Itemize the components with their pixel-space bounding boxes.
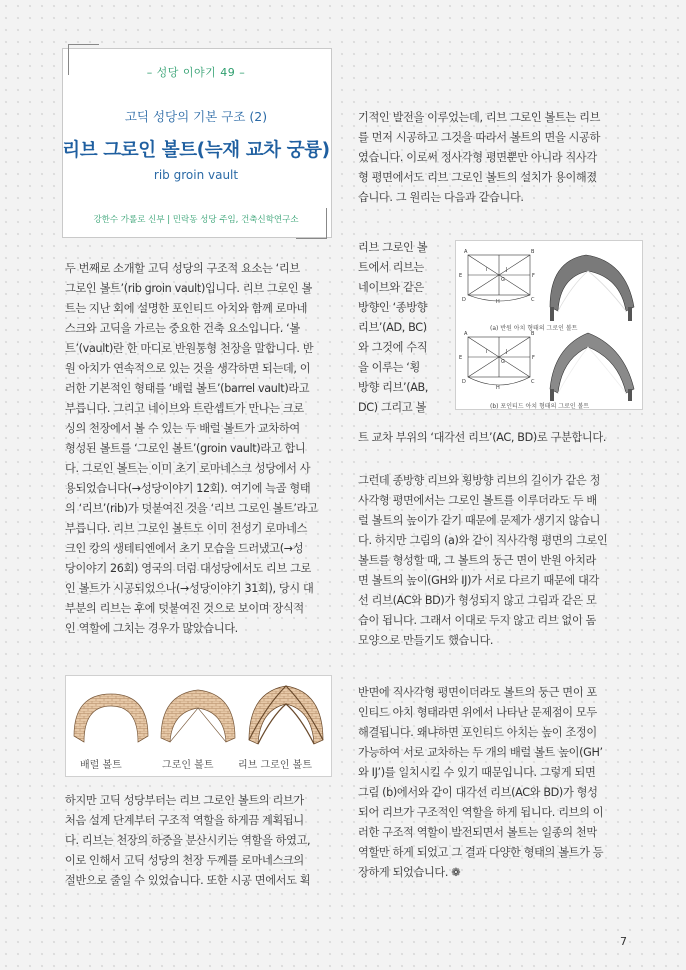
article-title: 리브 그로인 볼트(늑재 교차 궁륭) [62,140,330,161]
text-line: 스크와 고딕을 가르는 중요한 건축 요소입니다. ‘볼 [65,322,300,335]
label-b-F: F [532,355,535,361]
barrel-vault-drawing [74,694,148,742]
label-a-D: D [462,297,466,303]
label-a-F: F [532,273,535,279]
text-line: 그림 (b)에서와 같이 대각선 리브(AC와 BD)가 형성 [358,786,598,799]
text-line: 기적인 발전을 이루었는데, 리브 그로인 볼트는 리브 [358,111,601,124]
text-line: 원 아치가 연속적으로 있는 것을 생각하면 되는데, 이 [65,362,311,375]
label-a-A: A [464,249,468,255]
text-line: 트’(vault)란 한 마디로 반원통형 천장을 말합니다. 반 [65,342,314,355]
text-line: 가능하여 서로 교차하는 두 개의 배럴 볼트 높이(GH’ [358,746,603,759]
page-number: 7 [620,935,627,948]
label-a-B: B [531,249,535,255]
label-b-C: C [531,379,535,385]
caption-rib-groin-vault: 리브 그로인 볼트 [238,760,312,771]
text-line: 선 리브(AC와 BD)가 형성되지 않고 그림과 같은 모 [358,594,597,607]
text-line: 그런데 종방향 리브와 횡방향 리브의 길이가 같은 정 [358,474,601,487]
text-line: 다. 리브는 천장의 하중을 분산시키는 역할을 하였고, [65,834,311,847]
text-line: 트는 지난 회에 설명한 포인티드 아치와 함께 로마네 [65,302,308,315]
label-b-G: G [501,359,505,365]
text-line: 였습니다. 이로써 정사각형 평면뿐만 아니라 직사각 [358,151,597,164]
plan-diagram-b [468,337,530,385]
groin-vault-drawing [161,690,235,742]
text-line: 방향 리브’(AB, [358,381,429,394]
text-line: 와 그것에 수직 [358,341,428,354]
text-line: 당이야기 26회) 영국의 더럼 대성당에서도 리브 그로 [65,562,311,575]
left-paragraph-2 [65,791,330,891]
text-line: 되어 리브가 구조적인 역할을 하게 됩니다. 리브의 이 [358,806,604,819]
vault-3d-b [550,333,634,401]
right-paragraph-2-narrow [358,238,448,418]
text-line: 의 ‘리브’(rib)가 덧붙여진 것을 ‘리브 그로인 볼트’라고 [65,502,318,515]
text-line: 해결됩니다. 왜냐하면 포인티드 아치는 높이 조정이 [358,726,597,739]
text-line: 사각형 평면에서는 그로인 볼트를 이루더라도 두 배 [358,494,597,507]
text-line: 인티드 아치 형태라면 위에서 나타난 문제점이 모두 [358,706,597,719]
text-line: 반면에 직사각형 평면이더라도 볼트의 둥근 면이 포 [358,686,597,699]
caption-barrel-vault: 배럴 볼트 [80,760,122,771]
label-a-C: C [531,297,535,303]
caption-diagram-b: (b) 포인티드 아치 형태의 그로인 볼트 [490,403,590,410]
text-line: 를 먼저 시공하고 그것을 따라서 볼트의 면을 시공하 [358,131,601,144]
text-line: 네이브와 같은 [358,281,424,294]
right-paragraph-1 [358,108,641,208]
text-line: 그로인 볼트’(rib groin vault)입니다. 리브 그로인 볼 [65,282,312,295]
label-b-E: E [459,355,463,361]
text-line: 리브’(AD, BC) [358,321,427,334]
vault-diagram-figure [455,240,643,410]
rib-groin-vault-drawing [249,686,323,744]
text-line: 와 IJ’)를 일치시킬 수 있기 때문입니다. 그렇게 되면 [358,766,596,779]
text-line: 하지만 고딕 성당부터는 리브 그로인 볼트의 리브가 [65,794,304,807]
label-b-D: D [462,379,466,385]
text-line: 인 볼트가 시공되었으나(→성당이야기 31회), 당시 대 [65,582,314,595]
text-line: 방향인 ‘종방향 [358,301,428,314]
text-line: 리브 그로인 볼 [358,241,428,254]
label-b-J: J [506,349,508,355]
caption-groin-vault: 그로인 볼트 [162,760,214,771]
text-line: 볼트를 형성할 때, 그 볼트의 둥근 면이 반원 아치라 [358,554,596,567]
text-line: 처음 설계 단계부터 구조적 역할을 하게끔 계획됩니 [65,814,304,827]
caption-diagram-a: (a) 반원 아치 형태의 그로인 볼트 [490,325,578,332]
label-a-E: E [459,273,463,279]
text-line: 러한 기본적인 형태를 ‘배럴 볼트’(barrel vault)라고 [65,382,310,395]
text-line: 습이 됩니다. 그래서 이대로 두지 않고 리브 없이 돔 [358,614,596,627]
right-paragraph-2-full [358,428,646,448]
series-label: – 성당 이야기 49 – [146,66,246,79]
label-a-I: I [486,267,488,273]
label-b-B: B [531,331,535,337]
text-line: 부분의 리브는 후에 덧붙여진 것으로 보이며 장식적 [65,602,304,615]
text-line: 형 평면에서도 리브 그로인 볼트의 설치가 용이해졌 [358,171,597,184]
text-line: 크인 캉의 생테티엔에서 초기 모습을 드러냈고(→성 [65,542,304,555]
text-line: 이로 인해서 고딕 성당의 천장 두께를 로마네스크의 [65,854,304,867]
text-line: 면 볼트의 높이(GH와 IJ)가 서로 다르기 때문에 대각 [358,574,599,587]
text-line: 러한 구조적 역할이 발전되면서 볼트는 일종의 천막 [358,826,597,839]
text-line: 두 번째로 소개할 고딕 성당의 구조적 요소는 ‘리브 [65,262,300,275]
text-line: 럴 볼트의 높이가 같기 때문에 문제가 생기지 않습니 [358,514,601,527]
article-subtitle: 고딕 성당의 기본 구조 (2) [124,109,268,124]
text-line: 다. 하지만 그림의 (a)와 같이 직사각형 평면의 그로인 [358,534,608,547]
text-line: 형성된 볼트를 ‘그로인 볼트’(groin vault)라고 합니 [65,442,306,455]
text-line: 모양으로 만들기도 했습니다. [358,634,494,647]
right-paragraph-4 [358,683,641,883]
text-line: 트 교차 부위의 ‘대각선 리브’(AC, BD)로 구분합니다. [358,431,607,444]
plan-diagram-a [468,255,530,301]
text-line: 역할만 하게 되었고 그 결과 다양한 형태의 볼트가 등 [358,846,604,859]
text-line: 다. 그로인 볼트는 이미 초기 로마네스크 성당에서 사 [65,462,311,475]
article-title-english: rib groin vault [153,168,239,182]
author-byline: 강한수 가롤로 신부 | 민락동 성당 주임, 건축신학연구소 [93,215,299,225]
left-paragraph-1 [65,259,330,639]
text-line: 트에서 리브는 [358,261,424,274]
text-line: 싱의 천장에서 볼 수 있는 두 배럴 볼트가 교차하여 [65,422,300,435]
text-line: 을 이루는 ‘횡 [358,361,420,374]
label-b-H: H [496,385,500,391]
vault-types-figure [65,675,332,777]
end-mark-icon: ❁ [448,866,461,879]
vault-3d-a [550,255,634,321]
label-a-G: G [501,277,505,283]
label-b-A: A [464,331,468,337]
text-line: 습니다. 그 원리는 다음과 같습니다. [358,191,524,204]
right-paragraph-3 [358,471,641,651]
text-line: 부릅니다. 그리고 네이브와 트란셉트가 만나는 크로 [65,402,304,415]
label-b-I: I [486,349,488,355]
text-line: 용되었습니다(→성당이야기 12회). 여기에 늑골 형태 [65,482,311,495]
text-line: 절반으로 줄일 수 있었습니다. 또한 시공 면에서도 획 [65,874,311,887]
label-a-J: J [506,267,508,273]
text-line: 인 역할에 그치는 경우가 많았습니다. [65,622,238,635]
text-line: 장하게 되었습니다. [358,866,449,879]
text-line: DC) 그리고 볼 [358,401,426,414]
label-a-H: H [496,299,500,305]
text-line: 부릅니다. 리브 그로인 볼트도 이미 전성기 로마네스 [65,522,308,535]
